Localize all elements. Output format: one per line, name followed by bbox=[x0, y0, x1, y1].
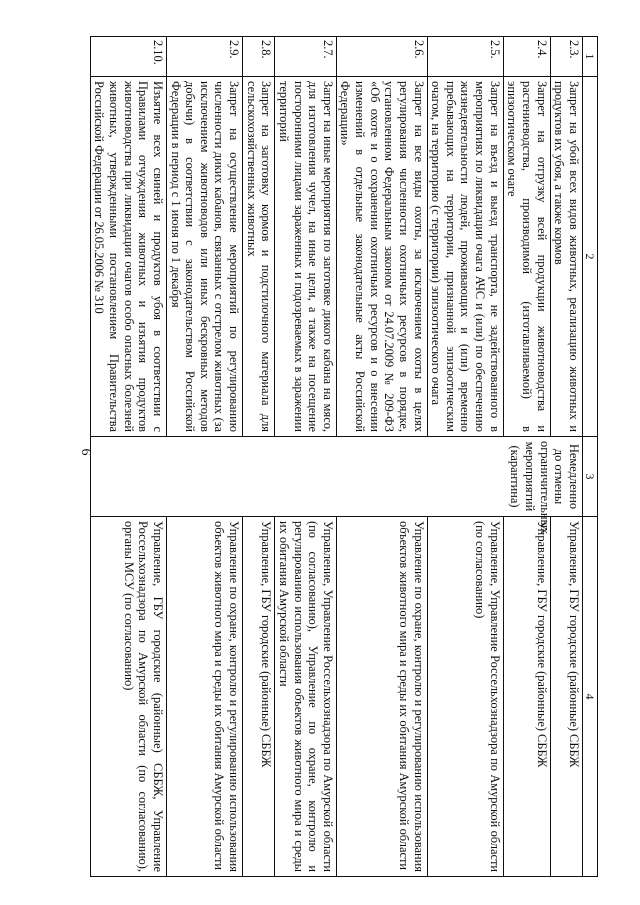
responsible-text: Управление, ГБУ городские (районные) СББЖ bbox=[550, 517, 582, 877]
responsible-text: Управление, ГБУ городские (районные) СББЖ bbox=[503, 517, 550, 877]
table-wrapper bbox=[92, 36, 598, 876]
row-number: 2.3. bbox=[550, 37, 582, 77]
row-number: 2.7. bbox=[275, 37, 337, 77]
table-header-row bbox=[582, 37, 597, 877]
term-text: Немедленно до отмены ограничительных мероприятий (карантина) bbox=[90, 437, 582, 517]
measure-text: Запрет на иные мероприятия по заготовке дикого кабана на мясо, для изготовления чучел, на иные цели, а также на посещение посторонними лицами зараженных и подозреваемых в заражении территорий bbox=[275, 77, 337, 437]
rotated-table-area bbox=[92, 36, 598, 876]
header-cell: 2 bbox=[582, 77, 597, 437]
header-cell: 4 bbox=[582, 517, 597, 877]
measure-text: Запрет на отгрузку всей продукции животноводства и растениеводства, производимой (изготавливаемой) в эпизоотическом очаге bbox=[503, 77, 550, 437]
measure-text: Запрет на осуществление мероприятий по регулированию численности диких кабанов, связанных с отстрелом животных (за исключением животноводов или иных бескровных методов добычи) в соответствии с законодательством Российской Федерации в период с 1 июня по 1 декабря bbox=[166, 77, 242, 437]
row-number: 2.6. bbox=[336, 37, 427, 77]
responsible-text: Управление, ГБУ городские (районные) СББЖ bbox=[243, 517, 275, 877]
measure-text: Запрет на все виды охоты, за исключением охоты в целях регулирования численности охотничьих ресурсов в порядке, установленном Федеральным законом от 24.07.2009 № 209-ФЗ «Об охоте и о сохранении охотничьих ресурсов и о внесении изменений в отдельные законодательные акты Российской Федерации» bbox=[336, 77, 427, 437]
measure-text: Запрет на убой всех видов животных, реализацию животных и продуктов их убоя, а также кормов bbox=[550, 77, 582, 437]
row-number: 2.9. bbox=[166, 37, 242, 77]
row-number: 2.10. bbox=[90, 37, 166, 77]
measures-table bbox=[90, 36, 598, 877]
measure-text: Изъятие всех свиней и продуктов убоя в соответствии с Правилами отчуждения животных и изъятия продуктов животноводства при ликвидации очагов особо опасных болезней животных, утвержденными постановлением Правительства Российской Федерации от 26.05.2006 № 310 bbox=[90, 77, 166, 437]
responsible-text: Управление, Управление Россельхознадзора по Амурской области (по согласованию) bbox=[427, 517, 503, 877]
row-number: 2.4. bbox=[503, 37, 550, 77]
row-number: 2.8. bbox=[243, 37, 275, 77]
measure-text: Запрет на въезд и выезд транспорта, не задействованного в мероприятиях по ликвидации очага АЧС и (или) по обеспечению жизнедеятельности людей, проживающих и (или) временно пребывающих на территории, признанной эпизоотическим очагом, на территорию (с территории) эпизоотического очага bbox=[427, 77, 503, 437]
header-cell: 3 bbox=[582, 437, 597, 517]
table-row bbox=[550, 37, 582, 877]
header-cell: 1 bbox=[582, 37, 597, 77]
measure-text: Запрет на заготовку кормов и подстилочного материала для сельскохозяйственных животных bbox=[243, 77, 275, 437]
page-number: 6 bbox=[78, 448, 93, 456]
responsible-text: Управление, Управление Россельхознадзора по Амурской области (по согласованию), Управление по охране, контролю и регулированию использования объектов животного мира и среды их обитания Амурской области bbox=[275, 517, 337, 877]
responsible-text: Управление по охране, контролю и регулированию использования объектов животного мира и среды их обитания Амурской области bbox=[336, 517, 427, 877]
row-number: 2.5. bbox=[427, 37, 503, 77]
responsible-text: Управление, ГБУ городские (районные) СББЖ, Управление Россельхознадзора по Амурской области (по согласованию), органы МСУ (по согласованию) bbox=[90, 517, 166, 877]
responsible-text: Управление по охране, контролю и регулированию использования объектов животного мира и среды их обитания Амурской области bbox=[166, 517, 242, 877]
